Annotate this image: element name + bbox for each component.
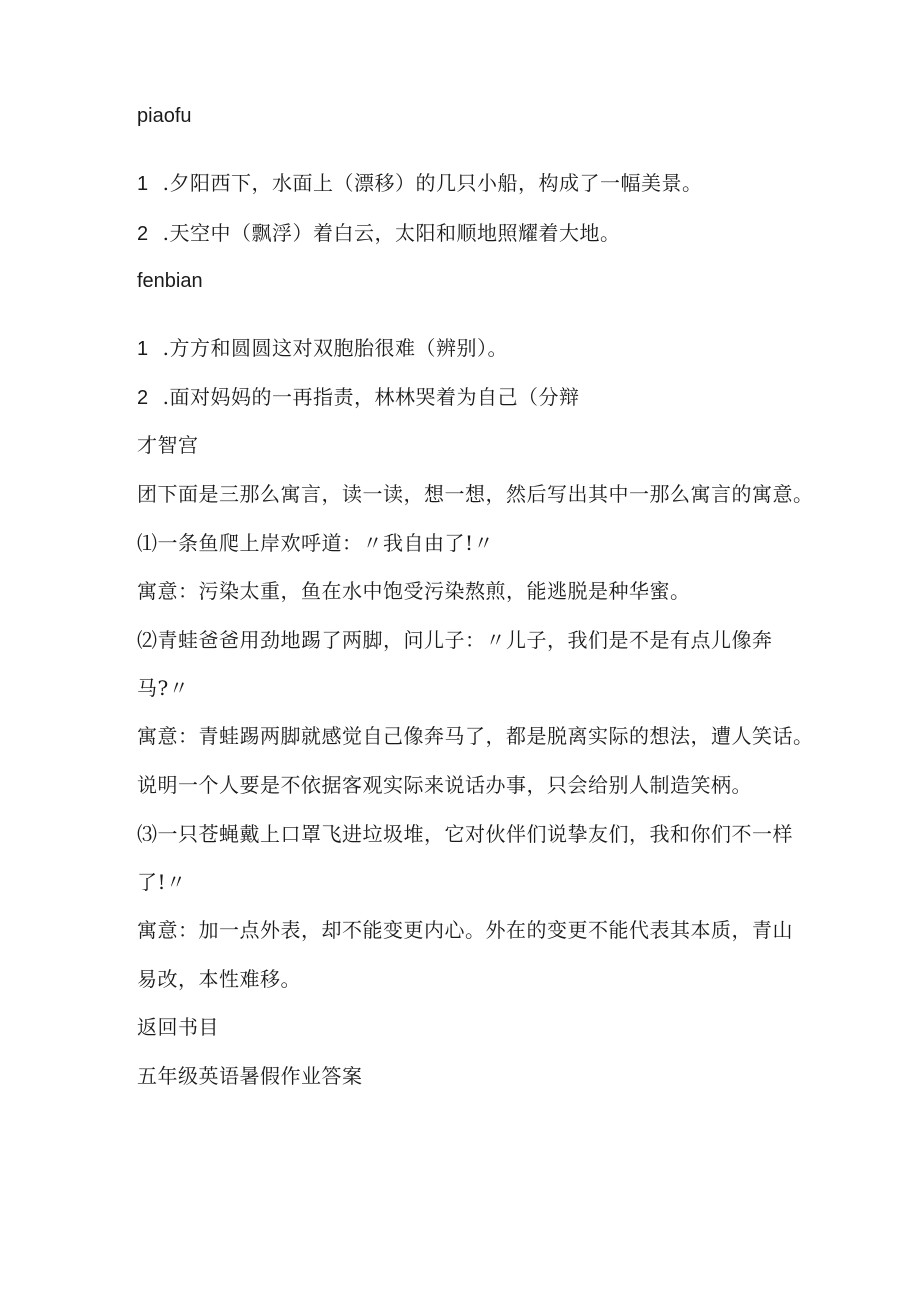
sentence-item [137,171,702,196]
fable-meaning-line: 寓意：加一点外表，却不能变更内心。外在的变更不能代表其本质，青山 [137,918,793,942]
fable-story-line: ⑶一只苍蝇戴上口罩飞进垃圾堆，它对伙伴们说挚友们，我和你们不一样 [137,822,793,846]
fable-meaning-line: 说明一个人要是不依据客观实际来说话办事，只会给别人制造笑柄。 [137,773,752,797]
sentence-text: .面对妈妈的一再指责，林林哭着为自己（分辩 [162,385,580,409]
fable-story-line: ⑵青蛙爸爸用劲地踢了两脚，问儿子：〃儿子，我们是不是有点儿像奔 [137,628,773,652]
fable-story-line: ⑴一条鱼爬上岸欢呼道：〃我自由了!〃 [137,531,495,555]
fable-story-line: 马?〃 [137,676,190,700]
pinyin-heading-piaofu: piaofu [137,105,192,127]
item-number: 2 [137,223,149,245]
fable-meaning-line: 寓意：青蛙踢两脚就感觉自己像奔马了，都是脱离实际的想法，遭人笑话。 [137,724,814,748]
sentence-item [137,336,508,361]
next-document-title[interactable]: 五年级英语暑假作业答案 [137,1064,363,1088]
fable-story-line: 了!〃 [137,870,187,894]
sentence-item [137,221,620,246]
sentence-item [137,385,579,410]
fable-meaning-line: 寓意：污染太重，鱼在水中饱受污染熬煎，能逃脱是种华蜜。 [137,579,691,603]
sentence-text: .方方和圆圆这对双胞胎很难（辨别）。 [162,336,508,360]
pinyin-heading-fenbian: fenbian [137,270,203,292]
item-number: 2 [137,387,149,409]
instruction-text: 团下面是三那么寓言，读一读，想一想，然后写出其中一那么寓言的寓意。 [137,482,814,506]
fable-meaning-line: 易改，本性难移。 [137,967,301,991]
sentence-text: .夕阳西下，水面上（漂移）的几只小船，构成了一幅美景。 [162,171,703,195]
sentence-text: .天空中（飘浮）着白云，太阳和顺地照耀着大地。 [162,221,621,245]
item-number: 1 [137,338,149,360]
section-title: 才智宫 [137,433,199,457]
item-number: 1 [137,173,149,195]
back-to-contents-link[interactable]: 返回书目 [137,1015,219,1039]
